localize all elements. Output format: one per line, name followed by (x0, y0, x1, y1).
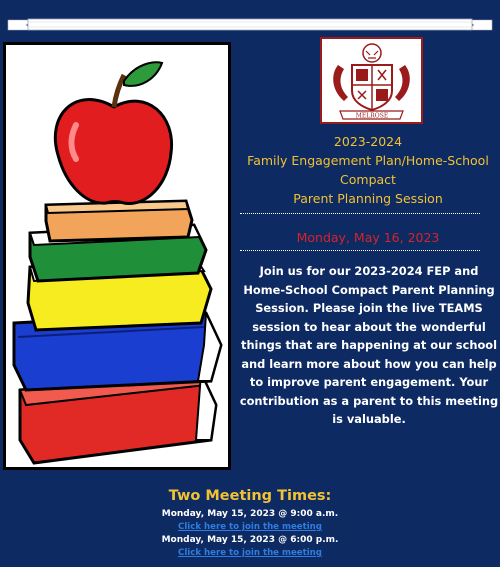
meeting-time-1: Monday, May 15, 2023 @ 9:00 a.m. (161, 509, 339, 519)
divider-bottom (240, 250, 480, 251)
books-apple-image (3, 42, 231, 470)
header-year: 2023-2024 (333, 134, 403, 149)
meetings-heading: Two Meeting Times: (168, 488, 332, 504)
divider-top (240, 213, 480, 214)
event-date: Monday, May 16, 2023 (296, 230, 440, 245)
crest-banner-text: MELROSE (355, 112, 389, 120)
join-meeting-link-1[interactable]: Click here to join the meeting (178, 522, 322, 532)
crest-emblem-icon (322, 39, 421, 122)
header-line-2: Compact (340, 172, 396, 187)
scroll-banner-decoration (6, 14, 494, 36)
event-description: Join us for our 2023-2024 FEP and Home-School Compact Parent Planning Session. Please join the live TEAMS session to hear about the wonderful things that are happening at our school and learn more about how you can help to improve parent engagement. Your contribution as a parent to this meeting is valuable. (239, 264, 499, 426)
header-line-3: Parent Planning Session (293, 191, 443, 206)
join-meeting-link-2[interactable]: Click here to join the meeting (178, 548, 322, 558)
apple-books-illustration (6, 45, 228, 467)
header-line-1: Family Engagement Plan/Home-School (247, 153, 489, 168)
event-header (238, 132, 498, 208)
meeting-time-2: Monday, May 15, 2023 @ 6:00 p.m. (161, 535, 339, 545)
school-crest-logo (320, 37, 423, 124)
